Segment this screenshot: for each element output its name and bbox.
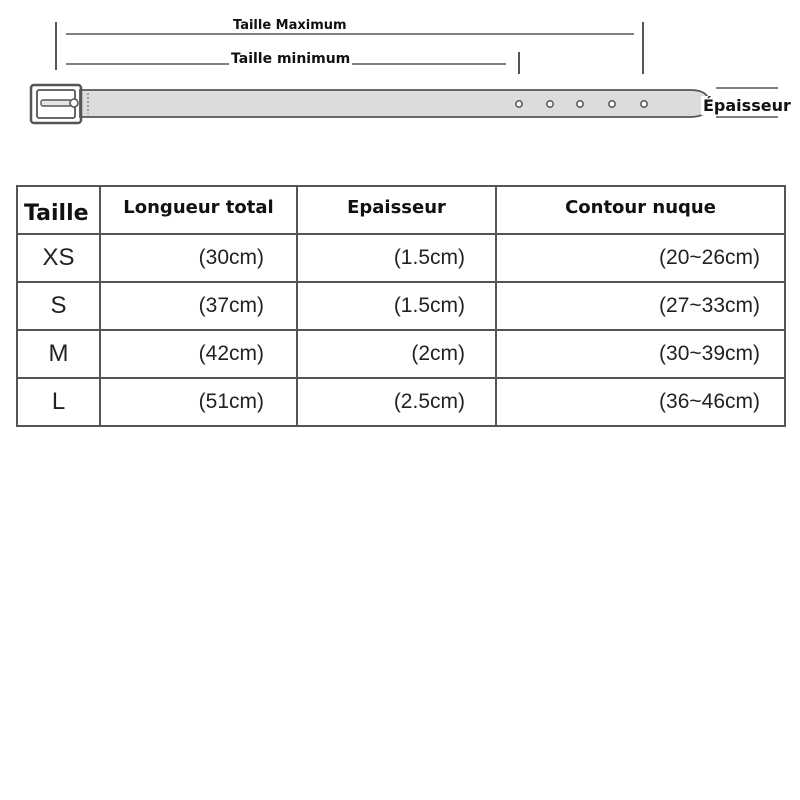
size-cell: M xyxy=(17,330,100,378)
min-size-label: Taille minimum xyxy=(231,51,351,67)
neck-circumference-cell: (30~39cm) xyxy=(496,330,785,378)
table-row xyxy=(17,330,785,378)
size-table xyxy=(16,185,786,427)
size-cell: S xyxy=(17,282,100,330)
thickness-cell: (2.5cm) xyxy=(297,378,496,426)
thickness-label: Épaisseur xyxy=(703,96,791,115)
size-cell: XS xyxy=(17,234,100,282)
thickness-cell: (1.5cm) xyxy=(297,282,496,330)
table-row xyxy=(17,234,785,282)
table-row xyxy=(17,282,785,330)
header-total-length: Longueur total xyxy=(100,186,297,234)
thickness-cell: (1.5cm) xyxy=(297,234,496,282)
collar-drawing xyxy=(0,0,800,140)
header-size: Taille xyxy=(17,186,100,234)
header-thickness: Epaisseur xyxy=(297,186,496,234)
neck-circumference-cell: (27~33cm) xyxy=(496,282,785,330)
table-header-row xyxy=(17,186,785,234)
max-size-label: Taille Maximum xyxy=(233,18,347,33)
size-cell: L xyxy=(17,378,100,426)
total-length-cell: (30cm) xyxy=(100,234,297,282)
total-length-cell: (42cm) xyxy=(100,330,297,378)
table-row xyxy=(17,378,785,426)
total-length-cell: (51cm) xyxy=(100,378,297,426)
neck-circumference-cell: (36~46cm) xyxy=(496,378,785,426)
thickness-cell: (2cm) xyxy=(297,330,496,378)
header-neck-circumference: Contour nuque xyxy=(496,186,785,234)
total-length-cell: (37cm) xyxy=(100,282,297,330)
neck-circumference-cell: (20~26cm) xyxy=(496,234,785,282)
collar-diagram xyxy=(0,0,800,140)
collar-buckle xyxy=(31,85,81,123)
